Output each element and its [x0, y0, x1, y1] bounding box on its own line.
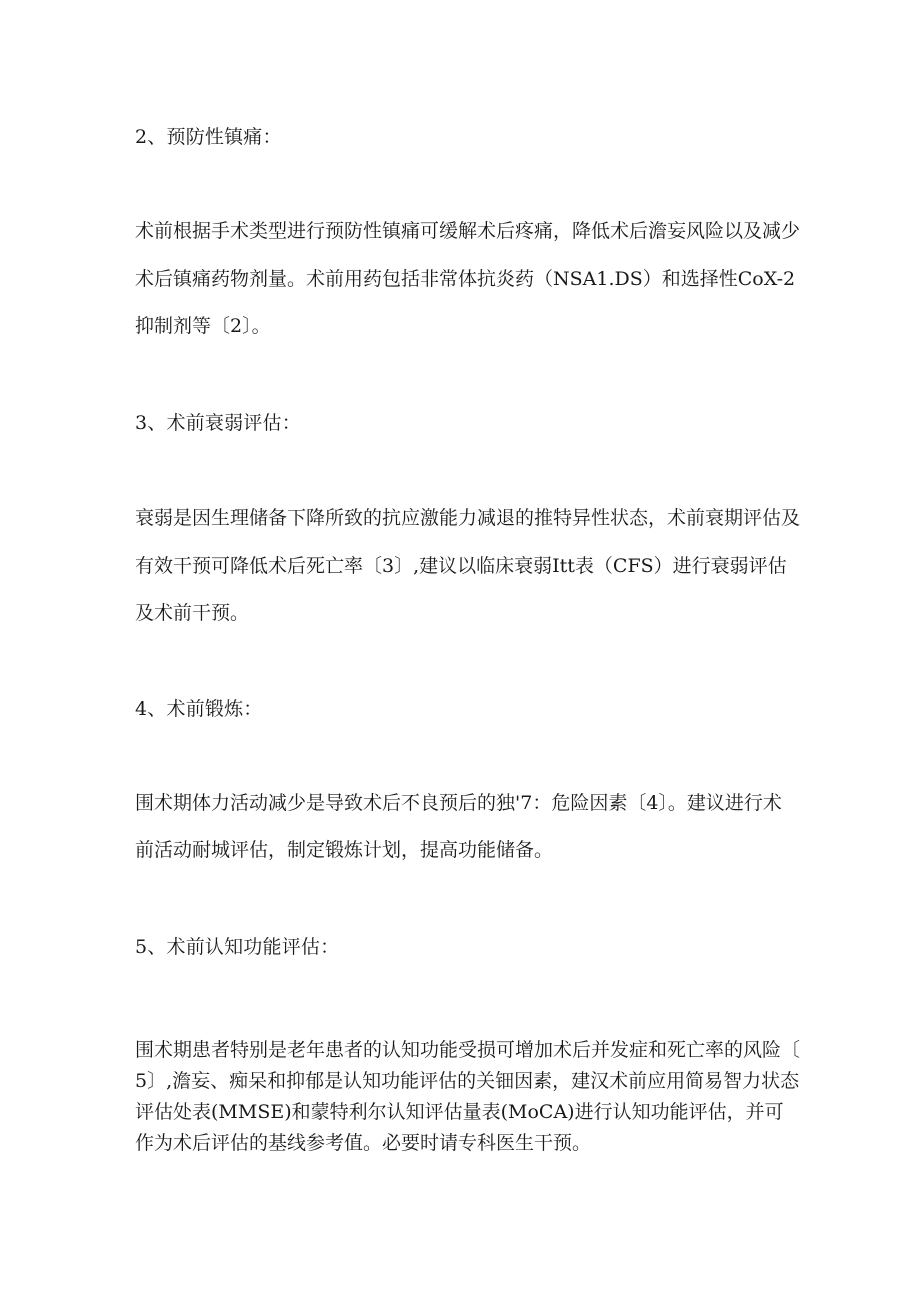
- section-5-line-3: 评估处表(MMSE)和蒙特利尔认知评估量表(MoCA)进行认知功能评估，并可: [135, 1101, 784, 1123]
- section-4-line-2: 前活动耐城评估，制定锻炼计划，提高功能储备。: [135, 839, 554, 861]
- section-3-line-2: 有效干预可降低术后死亡率〔3〕,建议以临床衰弱Itt表（CFS）进行衰弱评估: [135, 555, 787, 577]
- section-5-line-2: 5〕,澹妄、痴呆和抑郁是认知功能评估的关钿因素，建汉术前应用简易智力状态: [135, 1070, 800, 1092]
- section-4-line-1: 围术期体力活动减少是导致术后不良预后的独'7：危险因素〔4〕。建议进行术: [135, 792, 782, 814]
- section-5-line-4: 作为术后评估的基线参考值。必要时请专科医生干预。: [135, 1132, 592, 1154]
- section-5-line-1: 围术期患者特别是老年患者的认知功能受损可增加术后并发症和死亡率的风险〔: [135, 1039, 801, 1061]
- section-heading-5: 5、术前认知功能评估：: [135, 936, 340, 958]
- section-2-line-1: 术前根据手术类型进行预防性镇痛可缓解术后疼痛，降低术后澹妄风险以及减少: [135, 220, 801, 242]
- section-heading-4: 4、术前锻炼：: [135, 698, 263, 720]
- section-2-line-3: 抑制剂等〔2〕。: [135, 315, 271, 337]
- section-2-line-2: 术后镇痛药物剂量。术前用药包括非常体抗炎药（NSA1.DS）和选择性CoX-2: [135, 268, 796, 290]
- section-3-line-3: 及术前干预。: [135, 602, 250, 624]
- section-3-line-1: 衰弱是因生理储备下降所致的抗应激能力减退的推特异性状态，术前衰期评估及: [135, 507, 801, 529]
- section-heading-3: 3、术前衰弱评估：: [135, 412, 301, 434]
- section-heading-2: 2、预防性镇痛：: [135, 126, 282, 148]
